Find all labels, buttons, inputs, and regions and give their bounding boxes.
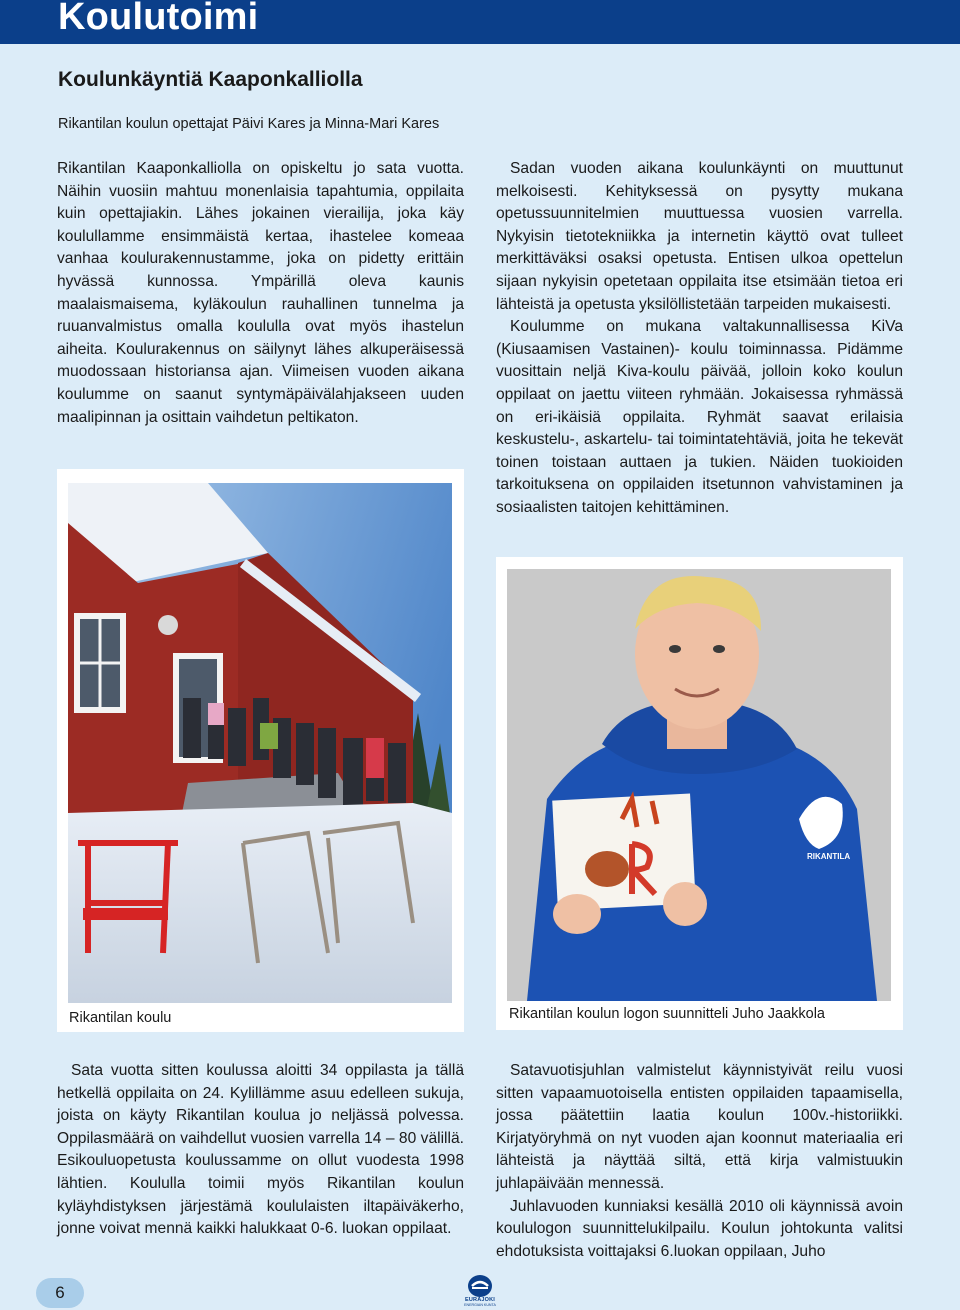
- eurajoki-logo: [458, 1274, 502, 1308]
- text-column-right-bottom: [496, 1060, 903, 1263]
- text-column-left-bottom: [57, 1060, 464, 1241]
- juho-photo: [507, 569, 891, 1001]
- paragraph: Satavuotisjuhlan valmistelut käynnistyivät reilu vuosi sitten vapaamuotoisella entisten oppilaiden tapaamisella, jossa päätettiin laatia koulun 100v.-historiikki. Kirjatyöryhmä on nyt vuoden ajan koonnut materiaalia eri lähteistä ja näyttää siltä, että kirja valmistuukin juhlapäivään mennessä.: [496, 1062, 903, 1192]
- section-title: Koulutoimi: [58, 0, 259, 38]
- juho-photo-frame: [496, 557, 903, 1030]
- school-photo: [68, 483, 452, 1003]
- section-header-bar: [0, 0, 960, 44]
- juho-photo-caption: Rikantilan koulun logon suunnitteli Juho Jaakkola: [509, 1006, 825, 1022]
- text-column-right-top: [496, 158, 903, 520]
- hoodie-text: RIKANTILA: [807, 852, 851, 861]
- paragraph: Sata vuotta sitten koulussa aloitti 34 oppilasta ja tällä hetkellä oppilaita on 24. Kylillämme asuu edelleen sukuja, joista on käyty Rikantilan koulua jo neljässä polvessa. Oppilasmäärä on vaihdellut vuosien varrella 14 – 80 välillä. Esikouluopetusta koulussamme on ollut vuodesta 1998 lähtien. Koululla toimii myös Rikantilan koulun kyläyhdistyksen järjestämä koululaisten iltapäiväkerho, jonne voivat mennä kaikki halukkaat 0-6. luokan oppilaat.: [57, 1062, 464, 1238]
- text-column-left-top: [57, 158, 464, 429]
- logo-subtext: ENERGIAN KUNTA: [464, 1303, 496, 1307]
- paragraph: Rikantilan Kaaponkalliolla on opiskeltu jo sata vuotta. Näihin vuosiin mahtuu monenlaisia tapahtumia, oppilaita kuin opettajiakin. Lähes jokainen vierailija, joka käy koulullamme ensimmäistä kertaa, ihastelee komeaa vanhaa koulurakennustamme, joka on pidetty erittäin hyvässä kunnossa. Ympärillä oleva kaunis maalaismaisema, kyläkoulun rauhallinen tunnelma ja ruuanvalmistus omalla koululla ovat myös ihastelun aiheita. Koulurakennus on säilynyt lähes alkuperäisessä muodossaan historiansa ajan. Viimeisen vuoden aikana koulumme on saanut syntymäpäivälahjakseen uuden maalipinnan ja osittain vaihdetun peltikaton.: [57, 160, 464, 426]
- school-photo-frame: [57, 469, 464, 1032]
- paragraph: Koulumme on mukana valtakunnallisessa KiVa (Kiusaamisen Vastainen)- koulu toiminnassa. Pidämme vuosittain neljä Kiva-koulu päivää, jolloin koko koulun oppilaat on jaettu viiteen ryhmään. Jokaisessa ryhmässä on eri-ikäisiä oppilaita. Ryhmät saavat erilaisia keskustelu-, askartelu- tai toimintatehtäviä, joita he tekevät toinen toistaan auttaen ja tukien. Näiden tuokioiden tarkoituksena on oppilaiden itsetunnon vahvistaminen ja sosiaalisten taitojen kehittäminen.: [496, 318, 903, 516]
- page-number: 6: [36, 1278, 84, 1308]
- article-byline: Rikantilan koulun opettajat Päivi Kares ja Minna-Mari Kares: [58, 116, 440, 132]
- eurajoki-logo-icon: [458, 1274, 502, 1298]
- article-title: Koulunkäyntiä Kaaponkalliolla: [58, 68, 363, 91]
- paragraph: Sadan vuoden aikana koulunkäynti on muuttunut melkoisesti. Kehityksessä on pysytty mukana opetussuunnitelmien muuttuessa vuosien varrella. Nykyisin tietotekniikka ja internetin käyttö ovat tulleet merkittäväksi osaksi opetusta. Entisen ulkoa opettelun sijaan nykyisin opetetaan oppilaita itse etsimään tietoa eri lähteistä ja opetusta yksilöllistetään tarpeiden mukaisesti.: [496, 160, 903, 313]
- paragraph: Juhlavuoden kunniaksi kesällä 2010 oli käynnissä avoin koululogon suunnittelukilpailu. Koulun johtokunta valitsi ehdotuksista voittajaksi 6.luokan oppilaan, Juho: [496, 1197, 903, 1260]
- logo-text: EURAJOKI: [464, 1297, 496, 1303]
- school-photo-caption: Rikantilan koulu: [69, 1010, 172, 1026]
